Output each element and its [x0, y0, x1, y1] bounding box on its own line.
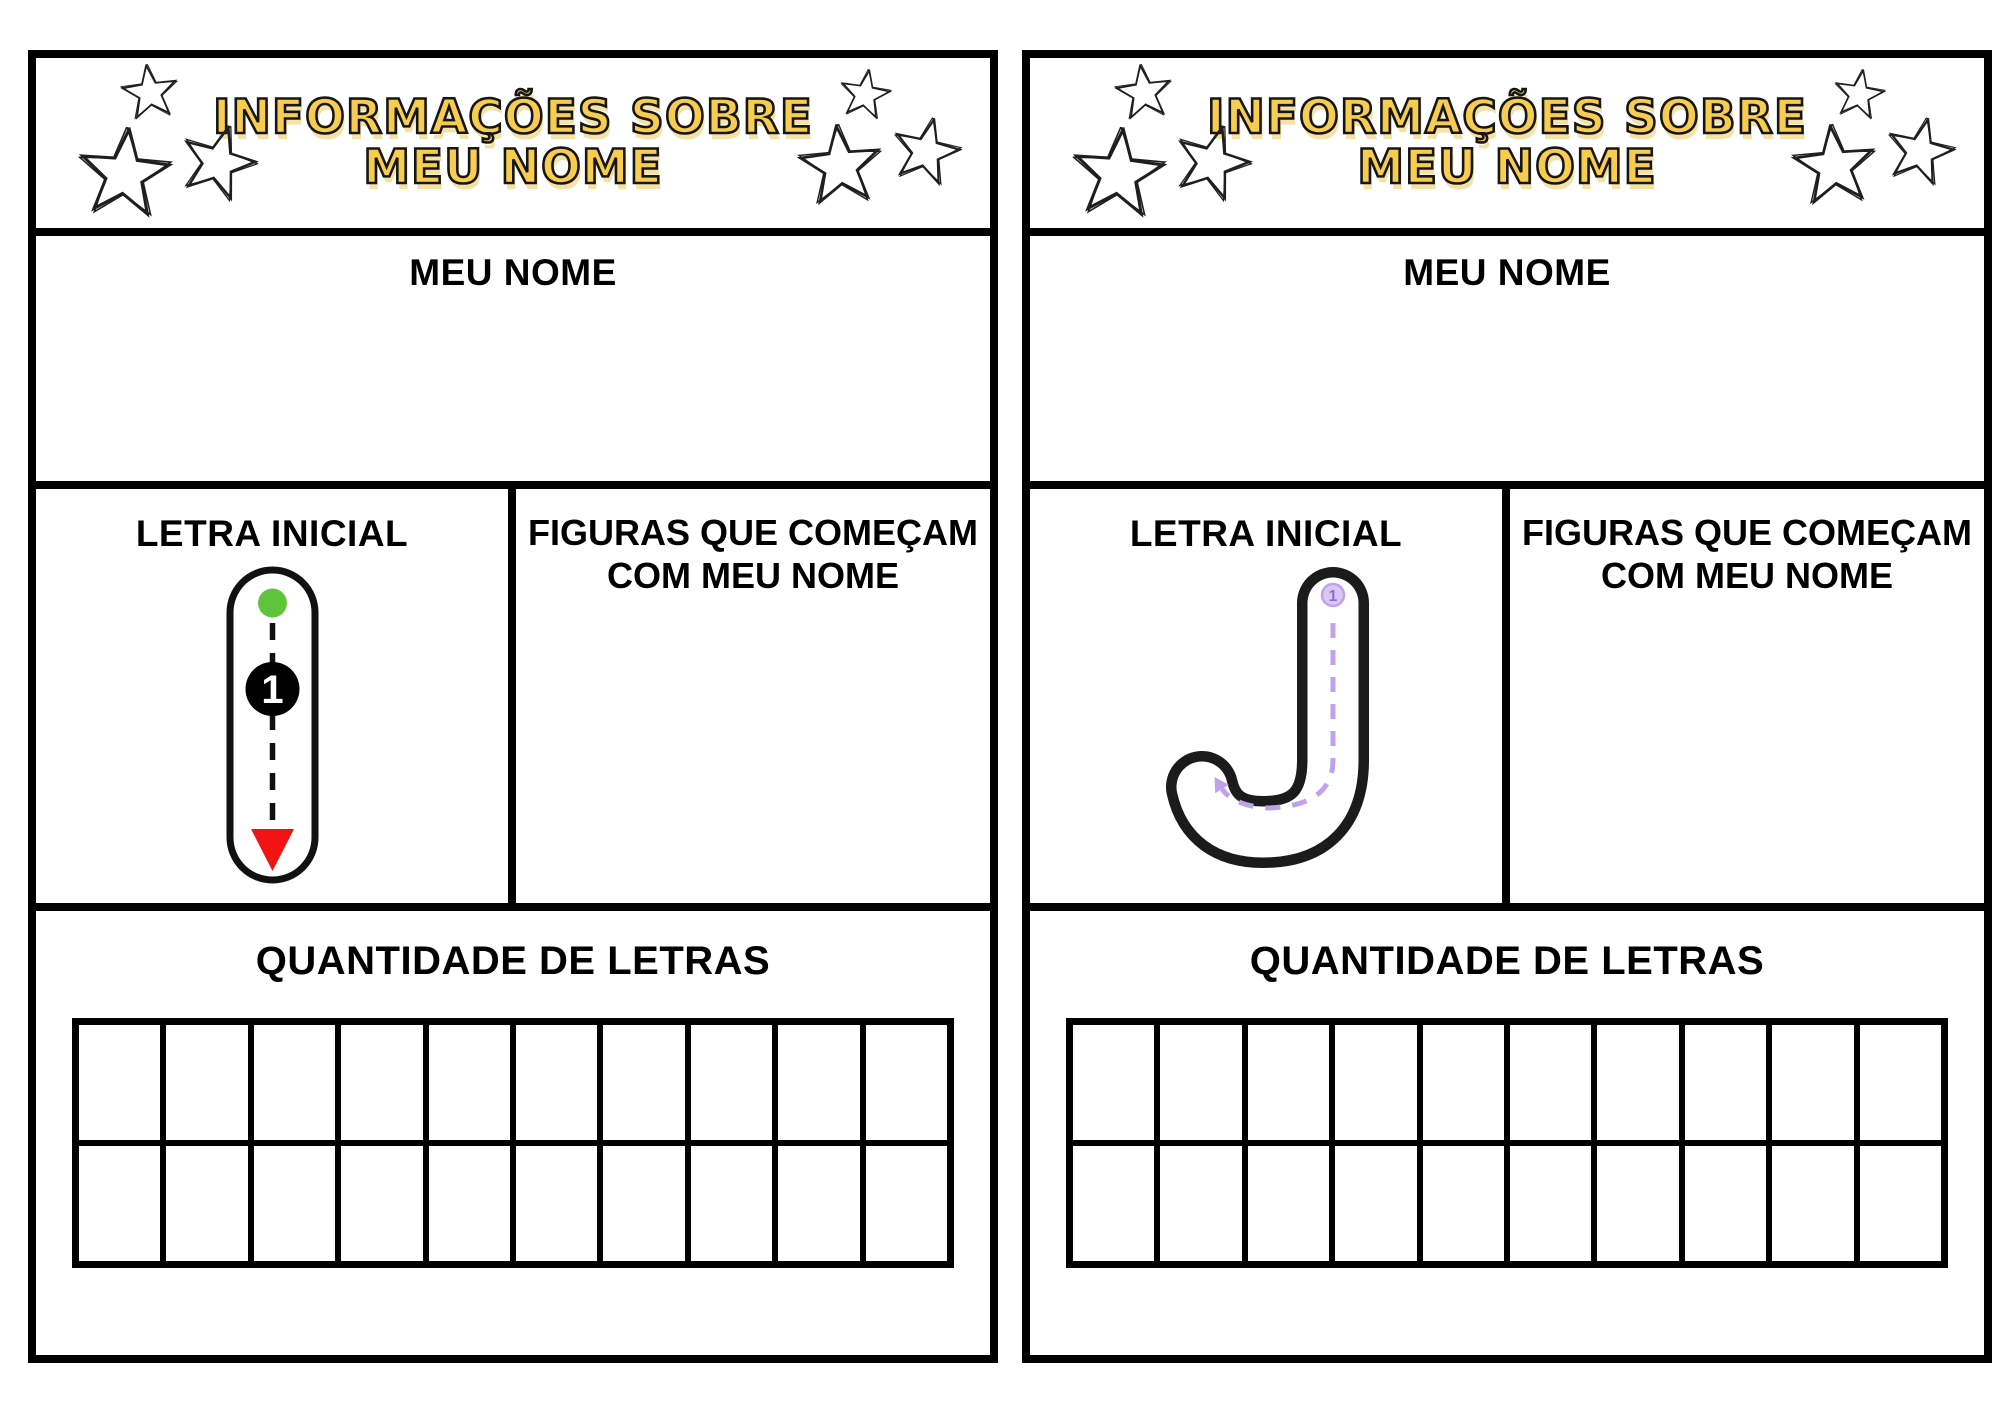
letter-count-section [1030, 911, 1984, 1358]
worksheet-title-line1: INFORMAÇÕES SOBRE [213, 90, 813, 146]
grid-cell [426, 1143, 513, 1264]
letter-count-grid [72, 1018, 954, 1268]
trace-start-number: 1 [1328, 588, 1338, 605]
star-icon [1066, 122, 1170, 226]
grid-cell [251, 1143, 338, 1264]
middle-row [36, 489, 990, 911]
grid-cell [1682, 1143, 1769, 1264]
letter-i-tracing-guide [225, 565, 320, 885]
grid-cell [1594, 1022, 1681, 1143]
star-icon [1829, 65, 1889, 125]
grid-cell [1157, 1022, 1244, 1143]
name-label: MEU NOME [1403, 252, 1611, 293]
grid-cell [163, 1143, 250, 1264]
worksheet-title [1207, 90, 1807, 195]
grid-cell [1507, 1143, 1594, 1264]
figures-label [516, 489, 990, 597]
figures-label [1510, 489, 1984, 597]
grid-cell [338, 1143, 425, 1264]
grid-cell [76, 1143, 163, 1264]
grid-cell [1245, 1022, 1332, 1143]
worksheet-page-left [28, 50, 998, 1363]
letter-count-section [36, 911, 990, 1358]
grid-cell [1769, 1022, 1856, 1143]
name-label: MEU NOME [409, 252, 617, 293]
worksheet-title-line1: INFORMAÇÕES SOBRE [1207, 90, 1807, 146]
grid-cell [76, 1022, 163, 1143]
grid-cell [251, 1022, 338, 1143]
grid-cell [600, 1143, 687, 1264]
figures-label-line1: FIGURAS QUE COMEÇAM [1522, 512, 1972, 553]
grid-cell [775, 1143, 862, 1264]
grid-cell [1420, 1143, 1507, 1264]
grid-cell [1332, 1143, 1419, 1264]
worksheet-header [1030, 58, 1984, 236]
figures-label-line2: COM MEU NOME [1601, 555, 1893, 597]
star-icon [884, 110, 969, 195]
grid-cell [1420, 1022, 1507, 1143]
grid-cell [1245, 1143, 1332, 1264]
grid-cell [1157, 1143, 1244, 1264]
star-icon [1878, 110, 1963, 195]
stroke-number: 1 [260, 668, 284, 712]
worksheet-title [213, 90, 813, 195]
figures-label-line2: COM MEU NOME [607, 555, 899, 597]
grid-cell [1682, 1022, 1769, 1143]
letter-count-label: QUANTIDADE DE LETRAS [1249, 939, 1765, 983]
initial-letter-label: LETRA INICIAL [135, 513, 409, 554]
letter-count-grid [1066, 1018, 1948, 1268]
star-icon [1788, 120, 1881, 213]
initial-letter-label: LETRA INICIAL [1129, 513, 1403, 554]
start-dot-icon [258, 589, 287, 618]
grid-cell [1070, 1143, 1157, 1264]
grid-cell [688, 1143, 775, 1264]
name-section [1030, 236, 1984, 489]
grid-cell [863, 1022, 950, 1143]
grid-cell [1769, 1143, 1856, 1264]
star-icon [1111, 60, 1177, 126]
grid-cell [688, 1022, 775, 1143]
grid-cell [1332, 1022, 1419, 1143]
worksheet-header [36, 58, 990, 236]
figures-section [516, 489, 990, 903]
star-icon [835, 65, 895, 125]
worksheet-title-line2: MEU NOME [363, 140, 663, 195]
name-section [36, 236, 990, 489]
grid-cell [338, 1022, 425, 1143]
initial-letter-section [1030, 489, 1510, 903]
grid-cell [863, 1143, 950, 1264]
grid-cell [1070, 1022, 1157, 1143]
figures-label-line1: FIGURAS QUE COMEÇAM [528, 512, 978, 553]
grid-cell [1857, 1022, 1944, 1143]
grid-cell [600, 1022, 687, 1143]
letter-j-tracing-guide [1156, 555, 1376, 885]
grid-cell [513, 1022, 600, 1143]
star-icon [794, 120, 887, 213]
star-icon [72, 122, 176, 226]
grid-cell [163, 1022, 250, 1143]
letter-count-label: QUANTIDADE DE LETRAS [255, 939, 771, 983]
worksheet-page-right [1022, 50, 1992, 1363]
worksheet-title-line2: MEU NOME [1357, 140, 1657, 195]
grid-cell [426, 1022, 513, 1143]
initial-letter-section [36, 489, 516, 903]
grid-cell [513, 1143, 600, 1264]
grid-cell [1594, 1143, 1681, 1264]
grid-cell [1507, 1022, 1594, 1143]
grid-cell [1857, 1143, 1944, 1264]
star-icon [117, 60, 183, 126]
grid-cell [775, 1022, 862, 1143]
middle-row [1030, 489, 1984, 911]
figures-section [1510, 489, 1984, 903]
